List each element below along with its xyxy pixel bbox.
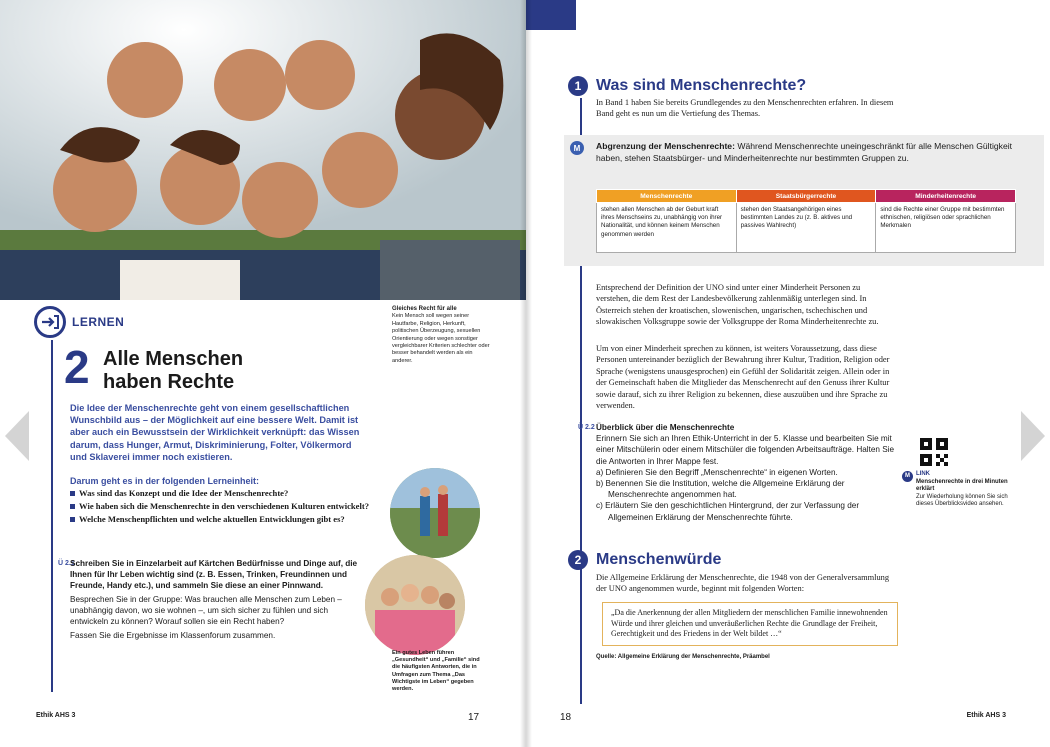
link-label: LINK [916, 471, 930, 477]
side-note-title: Gleiches Recht für alle [392, 306, 457, 312]
definition-body: Während Menschenrechte uneingeschränkt für alle Menschen Gültigkeit haben, stehen Staatsbürger- und Minderheitenrechte nur bestimmten Gruppen zu. [596, 141, 1013, 163]
table-header: Minderheitenrechte [876, 190, 1016, 203]
link-text: Zur Wiederholung können Sie sich dieses Überblicksvideo ansehen. [916, 493, 1008, 508]
learning-unit-subheading: Darum geht es in der folgenden Lerneinheit: [70, 476, 260, 486]
question-list [70, 488, 370, 527]
exercise-discussion: Besprechen Sie in der Gruppe: Was brauchen alle Menschen zum Leben – unabhängig davon, wo sie wohnen –, um sich sicher zu fühlen und sich entwickeln zu können? Worauf sollen sie ein Recht haben? [70, 595, 342, 626]
chevron-left-icon [3, 409, 31, 463]
footer-title: Ethik AHS 3 [966, 712, 1006, 719]
list-item: Was sind das Konzept und die Idee der Menschenrechte? [70, 488, 370, 499]
table-header: Menschenrechte [597, 190, 737, 203]
margin-line [51, 340, 53, 692]
exercise-block [596, 422, 896, 523]
section-number: 1 [568, 76, 588, 96]
section-number: 2 [568, 550, 588, 570]
side-note [392, 306, 490, 365]
chapter-number: 2 [64, 341, 90, 393]
chevron-right-icon [1019, 409, 1047, 463]
exercise-intro: Erinnern Sie sich an Ihren Ethik-Unterricht in der 5. Klasse und bearbeiten Sie mit einer Mitschülerin oder einem Mitschüler die folgenden Arbeitsaufträge. Halten Sie die Antworten in Ihrer Mappe fest. [596, 434, 895, 466]
book-spine [520, 0, 532, 747]
minority-paragraph: Entsprechend der Definition der UNO sind unter einer Minderheit Personen zu verstehen, die dem Rest der Landesbevölkerung zahlenmäßig unterlegen sind. In Österreich stehen der kroatischen, slowenischen, ungarischen, tschechischen und slowakischen Volksgruppe sowie der Volksgruppe der Roma Minderheitenrechte zu. [596, 283, 879, 327]
exercise-label: Ü 2.1 [58, 560, 75, 567]
definition-box [564, 135, 1044, 266]
list-item: Welche Menschenpflichten und welche aktuellen Entwicklungen gibt es? [70, 514, 370, 525]
group-photo-illustration [0, 0, 526, 300]
arrow-in-icon [34, 306, 66, 338]
list-item: Wie haben sich die Menschenrechte in den verschiedenen Kulturen entwickelt? [70, 501, 370, 512]
group-photo [0, 0, 526, 300]
exercise-item: c) Erläutern Sie den geschichtlichen Hintergrund, der zur Verfassung der Allgemeinen Erklärung der Menschenrechte führte. [596, 501, 860, 522]
section-intro: Die Allgemeine Erklärung der Menschenrechte, die 1948 von der Generalversammlung der UNO angenommen wurde, beginnt mit folgenden Worten: [596, 573, 890, 594]
next-page-button[interactable] [1018, 408, 1048, 464]
definition-title: Abgrenzung der Menschenrechte: [596, 141, 735, 151]
rights-table [596, 189, 1016, 253]
table-cell: stehen allen Menschen ab der Geburt kraft ihres Menschseins zu, unabhängig von ihrer Nationalität, und können keinem Menschen genommen werden [597, 203, 737, 253]
right-page [526, 0, 1050, 747]
exercise-item: a) Definieren Sie den Begriff „Menschenrechte“ in eigenen Worten. [596, 467, 838, 477]
section-title: Was sind Menschenrechte? [596, 77, 807, 94]
chapter-intro: Die Idee der Menschenrechte geht von einem gesellschaftlichen Wunschbild aus – der Möglichkeit auf eine bessere Welt. Damit ist aber auch ein Bewusstsein der Wirklichkeit verknüpft: das Wissen darum, dass Hunger, Armut, Diskriminierung, Folter, Völkermord und Sklaverei immer noch existieren. [70, 403, 360, 462]
previous-page-button[interactable] [2, 408, 32, 464]
exercise-summary: Fassen Sie die Ergebnisse im Klassenforum zusammen. [70, 631, 276, 640]
link-icon: M [902, 471, 913, 482]
chapter-tab [526, 0, 576, 30]
qr-code-icon[interactable] [920, 438, 948, 466]
exercise-text: Schreiben Sie in Einzelarbeit auf Kärtchen Bedürfnisse und Dinge auf, die Ihnen für Ihr Leben wichtig sind (z. B. Essen, Trinken, Freundinnen und Freunde, Handy etc.), und sammeln Sie diese an einer Pinnwand. [70, 559, 358, 590]
footer-title: Ethik AHS 3 [36, 712, 76, 719]
page-number: 17 [468, 712, 480, 723]
exercise-item: b) Benennen Sie die Institution, welche die Allgemeine Erklärung der Menschenrechte angenommen hat. [596, 479, 845, 500]
hiking-photo [390, 468, 480, 558]
video-link[interactable] [902, 471, 1022, 509]
lernen-header [34, 306, 124, 338]
solidarity-paragraph: Um von einer Minderheit sprechen zu können, ist weiters Voraussetzung, dass diese Personen untereinander bezüglich der Bewahrung ihrer Kultur, Tradition, Religion oder Sprache (wenigstens unausgesprochen) ein Gefühl der Solidarität zeigen. Allein oder in der Gemeinschaft haben die Mitglieder das Menschenrecht auf den Genuss ihrer Kultur sowie darauf, sich zu ihrer Religion zu bekennen, diese auszuüben und ihre Sprache zu verwenden. [596, 344, 890, 411]
exercise-title: Überblick über die Menschenrechte [596, 423, 735, 432]
section-intro: In Band 1 haben Sie bereits Grundlegendes zu den Menschenrechten erfahren. In diesem Band geht es nun um die Vertiefung des Themas. [596, 98, 894, 119]
side-note-text: Kein Mensch soll wegen seiner Hautfarbe, Religion, Herkunft, politischen Überzeugung, sexuellen Orientierung oder wegen sonstiger vergleichbarer Kriterien schlechter oder besser behandelt werden als ein anderer. [392, 313, 490, 364]
merke-icon: M [570, 141, 584, 155]
table-header: Staatsbürgerrechte [736, 190, 876, 203]
definition-text [596, 141, 1026, 164]
page-number: 18 [560, 712, 572, 723]
quote-source: Quelle: Allgemeine Erklärung der Menschenrechte, Präambel [596, 654, 770, 660]
exercise-label: Ü 2.2 [578, 424, 595, 431]
table-cell: stehen den Staatsangehörigen eines bestimmten Landes zu (z. B. aktives und passives Wahlrecht) [736, 203, 876, 253]
preamble-quote: „Da die Anerkennung der allen Mitgliedern der menschlichen Familie innewohnenden Würde und ihrer gleichen und unveräußerlichen Rechte die Grundlage der Freiheit, Gerechtigkeit und des Friedens in der Welt bildet …“ [602, 602, 898, 646]
family-photo [365, 555, 465, 655]
photo-caption: Ein gutes Leben führen „Gesundheit“ und „Familie“ sind die häufigsten Antworten, die in Umfragen zum Thema „Das Wichtigste im Leben“ gegeben werden. [392, 650, 480, 693]
table-cell: sind die Rechte einer Gruppe mit bestimmten ethnischen, religiösen oder sprachlichen Merkmalen [876, 203, 1016, 253]
link-title: Menschenrechte in drei Minuten erklärt [916, 478, 1008, 493]
chapter-title: Alle Menschen haben Rechte [103, 348, 244, 393]
section-title: Menschenwürde [596, 551, 722, 568]
section-label: LERNEN [72, 315, 125, 329]
